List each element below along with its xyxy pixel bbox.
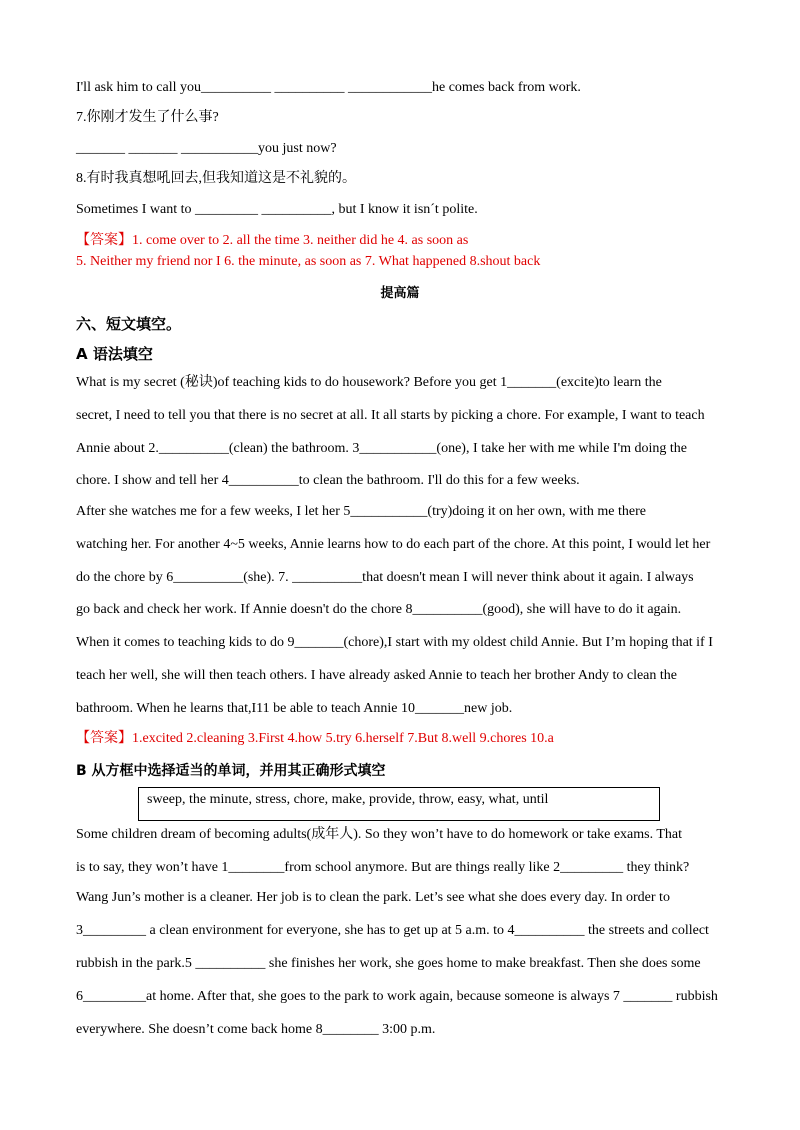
passage-a-line: teach her well, she will then teach others. I have already asked Annie to teach her brother Andy to clean the <box>76 668 677 683</box>
passage-b-line: Wang Jun’s mother is a cleaner. Her job is to clean the park. Let’s see what she does every day. In order to <box>76 890 670 905</box>
passage-a-line: secret, I need to tell you that there is no secret at all. It all starts by picking a chore. For example, I want to teach <box>76 408 705 423</box>
question-8-prompt: 8.有时我真想吼回去,但我知道这是不礼貌的。 <box>76 171 356 186</box>
passage-a-line: When it comes to teaching kids to do 9_______(chore),I start with my oldest child Annie. But I’m hoping that if I <box>76 635 713 650</box>
answer-key-passage-a: 【答案】1.excited 2.cleaning 3.First 4.how 5.try 6.herself 7.But 8.well 9.chores 10.a <box>76 731 554 746</box>
passage-a-line: go back and check her work. If Annie doesn't do the chore 8__________(good), she will have to do it again. <box>76 602 682 617</box>
part-6-heading: 六、短文填空。 <box>76 315 182 333</box>
passage-b-line: 3_________ a clean environment for everyone, she has to get up at 5 a.m. to 4__________ the streets and collect <box>76 923 709 938</box>
passage-a-line: watching her. For another 4~5 weeks, Annie learns how to do each part of the chore. At this point, I would let her <box>76 537 711 552</box>
sentence-8-line: Sometimes I want to _________ __________, but I know it isn´t polite. <box>76 202 478 217</box>
sentence-6-line: I'll ask him to call you__________ __________ ____________he comes back from work. <box>76 80 581 95</box>
sentence-7-line: _______ _______ ___________you just now? <box>76 141 337 156</box>
part-b-heading: B 从方框中选择适当的单词，并用其正确形式填空 <box>76 763 386 779</box>
passage-b-line: is to say, they won’t have 1________from school anymore. But are things really like 2_________ they think? <box>76 860 690 875</box>
question-7-prompt: 7.你刚才发生了什么事? <box>76 110 219 125</box>
passage-b-line: rubbish in the park.5 __________ she finishes her work, she goes home to make breakfast. Then she does some <box>76 956 701 971</box>
passage-a-line: bathroom. When he learns that,I11 be able to teach Annie 10_______new job. <box>76 701 513 716</box>
passage-b-line: everywhere. She doesn’t come back home 8________ 3:00 p.m. <box>76 1022 436 1037</box>
answer-key-line-1: 【答案】1. come over to 2. all the time 3. neither did he 4. as soon as <box>76 233 469 248</box>
passage-b-line: 6_________at home. After that, she goes to the park to work again, because someone is always 7 _______ rubbish <box>76 989 718 1004</box>
passage-b-line: Some children dream of becoming adults(成年人). So they won’t have to do homework or take exams. That <box>76 827 683 842</box>
answer-key-line-2: 5. Neither my friend nor I 6. the minute, as soon as 7. What happened 8.shout back <box>76 254 541 269</box>
word-box: sweep, the minute, stress, chore, make, provide, throw, easy, what, until <box>138 787 660 821</box>
passage-a-line: What is my secret (秘诀)of teaching kids to do housework? Before you get 1_______(excite)to learn the <box>76 375 662 390</box>
section-title: 提高篇 <box>380 286 420 301</box>
passage-a-line: Annie about 2.__________(clean) the bathroom. 3___________(one), I take her with me while I'm doing the <box>76 441 687 456</box>
passage-a-line: do the chore by 6__________(she). 7. __________that doesn't mean I will never think about it again. I always <box>76 570 694 585</box>
part-a-heading: A 语法填空 <box>76 345 153 363</box>
passage-a-line: chore. I show and tell her 4__________to clean the bathroom. I'll do this for a few weeks. <box>76 473 580 488</box>
passage-a-line: After she watches me for a few weeks, I let her 5___________(try)doing it on her own, with me there <box>76 504 646 519</box>
